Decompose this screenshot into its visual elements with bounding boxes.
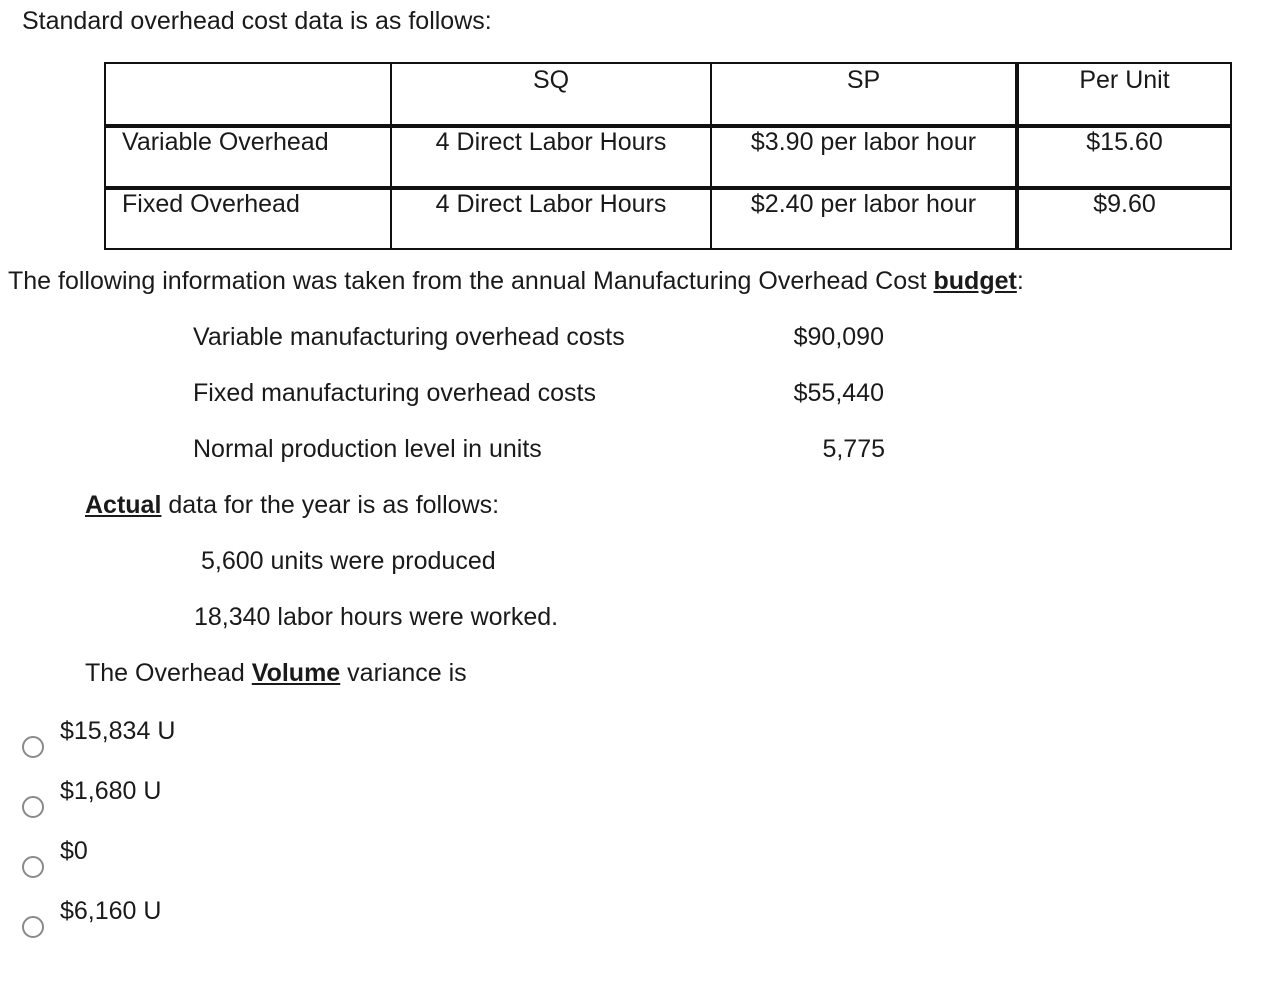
budget-item-label: Variable manufacturing overhead costs <box>193 323 625 351</box>
budget-intro <box>8 269 1024 294</box>
budget-item-value: $55,440 <box>793 379 884 407</box>
option-label[interactable]: $0 <box>60 837 88 865</box>
radio-option-4[interactable] <box>22 916 44 938</box>
actual-item: 18,340 labor hours were worked. <box>194 603 559 631</box>
sq-cell: 4 Direct Labor Hours <box>391 188 711 249</box>
table-header-row <box>105 63 1231 126</box>
radio-option-1[interactable] <box>22 736 44 758</box>
intro-text: Standard overhead cost data is as follows: <box>22 7 492 35</box>
budget-item-label: Fixed manufacturing overhead costs <box>193 379 596 407</box>
budget-intro-colon: : <box>1016 267 1024 295</box>
option-label[interactable]: $15,834 U <box>60 717 176 745</box>
question-text <box>85 661 467 686</box>
row-label: Fixed Overhead <box>105 188 391 249</box>
actual-emphasis: Actual <box>85 491 162 519</box>
header-cell-per-unit: Per Unit <box>1017 63 1231 126</box>
radio-option-2[interactable] <box>22 796 44 818</box>
budget-item-value: 5,775 <box>822 435 885 463</box>
sp-cell: $2.40 per labor hour <box>711 188 1017 249</box>
option-label[interactable]: $6,160 U <box>60 897 162 925</box>
row-label: Variable Overhead <box>105 126 391 188</box>
sp-cell: $3.90 per labor hour <box>711 126 1017 188</box>
per-unit-cell: $15.60 <box>1017 126 1231 188</box>
header-cell-sp: SP <box>711 63 1017 126</box>
question-emphasis: Volume <box>251 659 341 687</box>
radio-option-3[interactable] <box>22 856 44 878</box>
budget-intro-text: The following information was taken from the annual Manufacturing Overhead Cost <box>8 267 934 295</box>
header-cell-sq: SQ <box>391 63 711 126</box>
budget-item-value: $90,090 <box>793 323 884 351</box>
actual-intro-text: data for the year is as follows: <box>161 491 500 519</box>
question-pre: The Overhead <box>85 659 252 687</box>
header-cell-blank <box>105 63 391 126</box>
budget-emphasis: budget <box>933 267 1017 295</box>
actual-item: 5,600 units were produced <box>201 547 496 575</box>
table-row <box>105 188 1231 249</box>
option-label[interactable]: $1,680 U <box>60 777 162 805</box>
budget-item-label: Normal production level in units <box>193 435 542 463</box>
standard-cost-table <box>104 62 1232 250</box>
per-unit-cell: $9.60 <box>1017 188 1231 249</box>
question-post: variance is <box>340 659 467 687</box>
table-row <box>105 126 1231 188</box>
actual-intro <box>85 493 499 518</box>
sq-cell: 4 Direct Labor Hours <box>391 126 711 188</box>
